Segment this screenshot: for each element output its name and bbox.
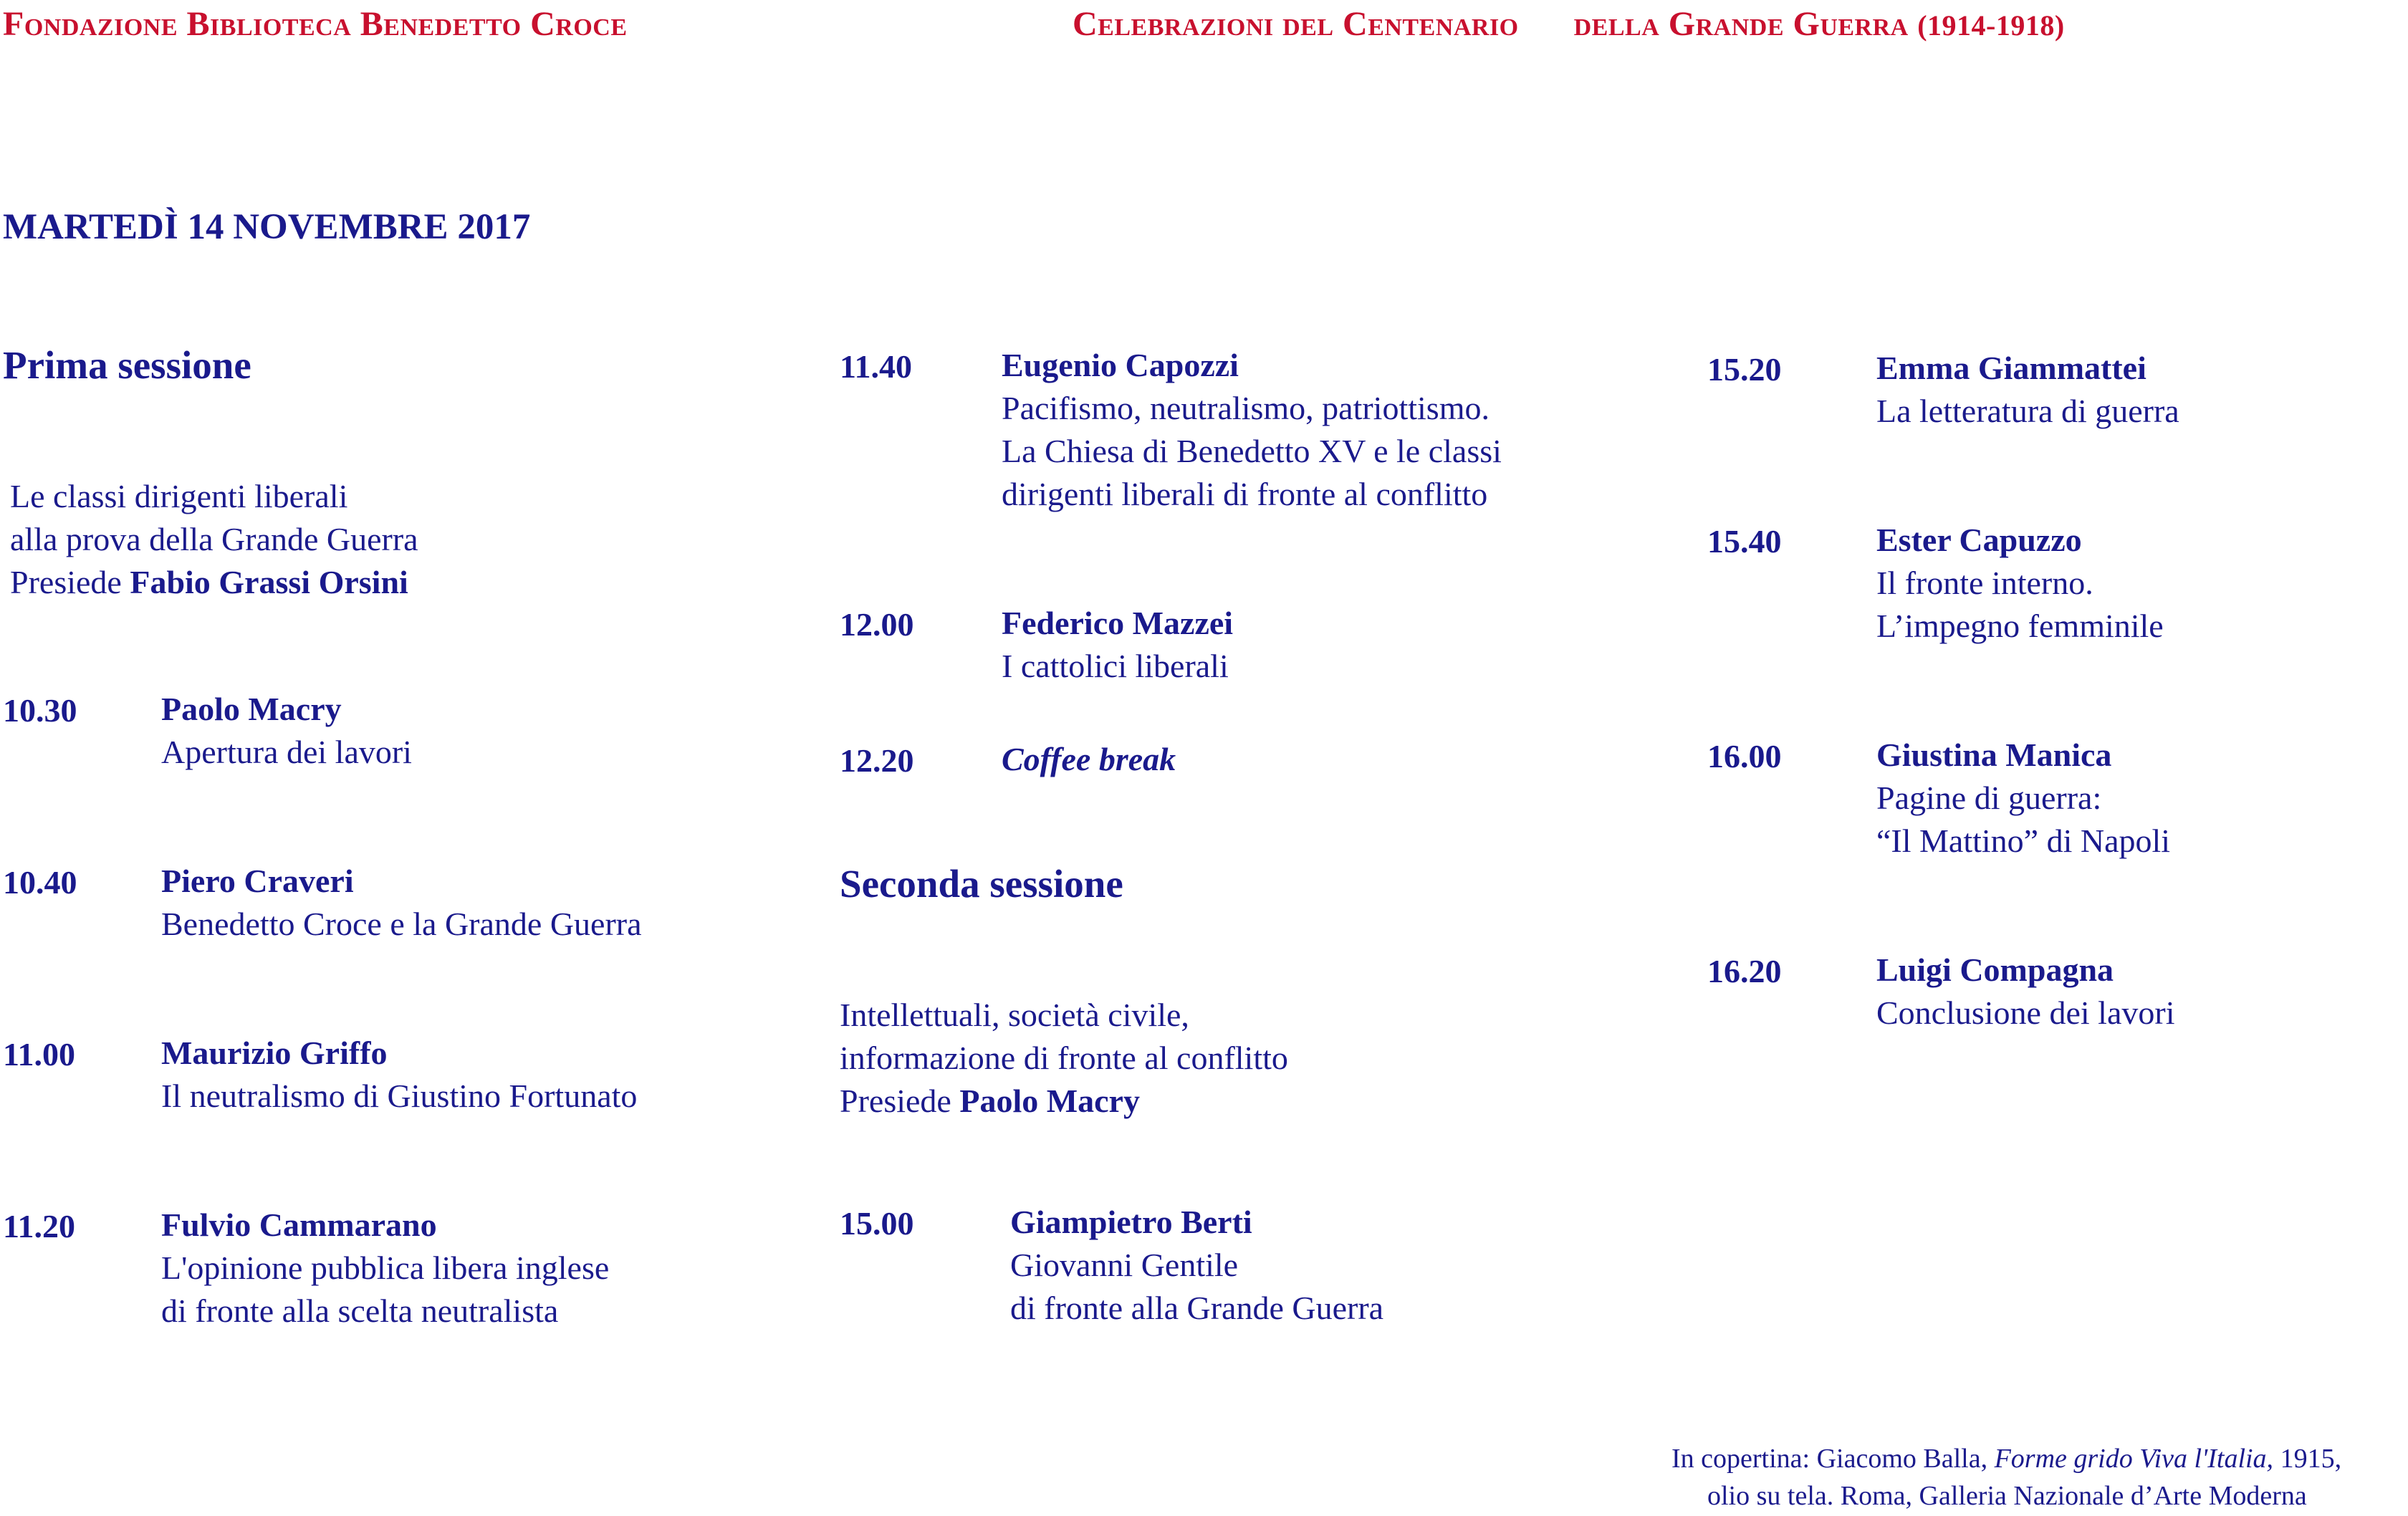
- cover-credit: [1671, 1440, 2341, 1515]
- session1-title: Prima sessione: [3, 343, 251, 387]
- talk-time: 11.40: [840, 348, 912, 385]
- event-date: MARTEDÌ 14 NOVEMBRE 2017: [3, 207, 531, 247]
- session2-theme-line1: Intellettuali, società civile,: [840, 997, 1189, 1033]
- session1-chair-label: Presiede: [10, 564, 130, 600]
- talk-title-line: di fronte alla scelta neutralista: [161, 1292, 559, 1329]
- talk-time: 16.00: [1707, 738, 1782, 774]
- cover-credit-line1: [1671, 1440, 2341, 1477]
- session2-chair: [840, 1080, 1288, 1123]
- talk-item: [1002, 602, 1233, 688]
- talk-speaker: Maurizio Griffo: [161, 1035, 388, 1071]
- talk-speaker: Ester Capuzzo: [1876, 522, 2082, 558]
- talk-item: [161, 1204, 609, 1333]
- talk-item: [1876, 347, 2179, 433]
- talk-item: [1876, 949, 2174, 1035]
- talk-title-line: di fronte alla Grande Guerra: [1010, 1290, 1384, 1326]
- talk-speaker: Luigi Compagna: [1876, 951, 2114, 988]
- talk-speaker: Fulvio Cammarano: [161, 1206, 437, 1243]
- talk-title-line: Pagine di guerra:: [1876, 779, 2102, 816]
- talk-title-line: L’impegno femminile: [1876, 608, 2164, 644]
- talk-time: 11.20: [3, 1208, 75, 1244]
- talk-title-line: Il fronte interno.: [1876, 565, 2093, 601]
- talk-title-line: La letteratura di guerra: [1876, 393, 2179, 429]
- talk-title-line: Benedetto Croce e la Grande Guerra: [161, 906, 642, 942]
- talk-title-line: Pacifismo, neutralismo, patriottismo.: [1002, 390, 1490, 426]
- talk-speaker: Piero Craveri: [161, 863, 354, 899]
- talk-time: 10.40: [3, 864, 77, 901]
- session2-title: Seconda sessione: [840, 862, 1123, 906]
- session1-theme-line2: alla prova della Grande Guerra: [10, 521, 418, 557]
- cover-credit-line2: olio su tela. Roma, Galleria Nazionale d’Arte Moderna: [1707, 1481, 2307, 1511]
- talk-time: 12.00: [840, 606, 914, 643]
- talk-time: 15.20: [1707, 351, 1782, 388]
- talk-time: 10.30: [3, 692, 77, 729]
- talk-item: [1876, 734, 2170, 863]
- talk-time: 15.40: [1707, 523, 1782, 560]
- talk-title-line: Il neutralismo di Giustino Fortunato: [161, 1078, 638, 1114]
- cover-artwork-title: Forme grido Viva l'Italia,: [1994, 1444, 2274, 1474]
- session1-theme-line1: Le classi dirigenti liberali: [10, 478, 348, 514]
- talk-speaker: Paolo Macry: [161, 691, 342, 727]
- talk-time: 15.00: [840, 1205, 914, 1242]
- session1-chair-name: Fabio Grassi Orsini: [130, 564, 408, 600]
- talk-item: [161, 860, 642, 946]
- talk-speaker: Federico Mazzei: [1002, 605, 1234, 641]
- talk-title-line: La Chiesa di Benedetto XV e le classi: [1002, 433, 1502, 469]
- break-time: 12.20: [840, 742, 914, 779]
- header-celebration-b: della Grande Guerra: [1573, 5, 1909, 43]
- talk-title-line: Apertura dei lavori: [161, 734, 412, 770]
- talk-item: [1002, 344, 1502, 516]
- session1-theme: [10, 475, 418, 604]
- talk-title-line: dirigenti liberali di fronte al conflitto: [1002, 476, 1488, 512]
- talk-speaker: Giampietro Berti: [1010, 1204, 1252, 1240]
- talk-title-line: Conclusione dei lavori: [1876, 994, 2175, 1031]
- header-celebration-a: Celebrazioni del Centenario: [1073, 5, 1519, 43]
- talk-title-line: “Il Mattino” di Napoli: [1876, 822, 2171, 859]
- talk-item: [161, 1032, 637, 1118]
- cover-credit-year: 1915,: [2273, 1444, 2342, 1474]
- header-organization: Fondazione Biblioteca Benedetto Croce: [3, 5, 628, 43]
- talk-speaker: Giustina Manica: [1876, 737, 2112, 773]
- talk-item: [1876, 519, 2164, 648]
- talk-time: 11.00: [3, 1036, 75, 1073]
- coffee-break-label: Coffee break: [1002, 741, 1176, 777]
- talk-speaker: Emma Giammattei: [1876, 350, 2146, 386]
- session2-theme: [840, 994, 1288, 1123]
- talk-speaker: Eugenio Capozzi: [1002, 347, 1239, 383]
- header-celebration: [1073, 4, 2065, 44]
- talk-item: [1010, 1201, 1383, 1330]
- talk-time: 16.20: [1707, 953, 1782, 989]
- cover-credit-prefix: In copertina: Giacomo Balla,: [1671, 1444, 1995, 1474]
- session2-chair-name: Paolo Macry: [959, 1083, 1140, 1119]
- header-years: (1914-1918): [1917, 9, 2065, 42]
- talk-title-line: Giovanni Gentile: [1010, 1247, 1239, 1283]
- session2-chair-label: Presiede: [840, 1083, 960, 1119]
- session2-theme-line2: informazione di fronte al conflitto: [840, 1040, 1288, 1076]
- talk-title-line: L'opinione pubblica libera inglese: [161, 1249, 610, 1286]
- talk-title-line: I cattolici liberali: [1002, 648, 1229, 684]
- talk-item: [161, 688, 412, 774]
- session1-chair: [10, 561, 418, 604]
